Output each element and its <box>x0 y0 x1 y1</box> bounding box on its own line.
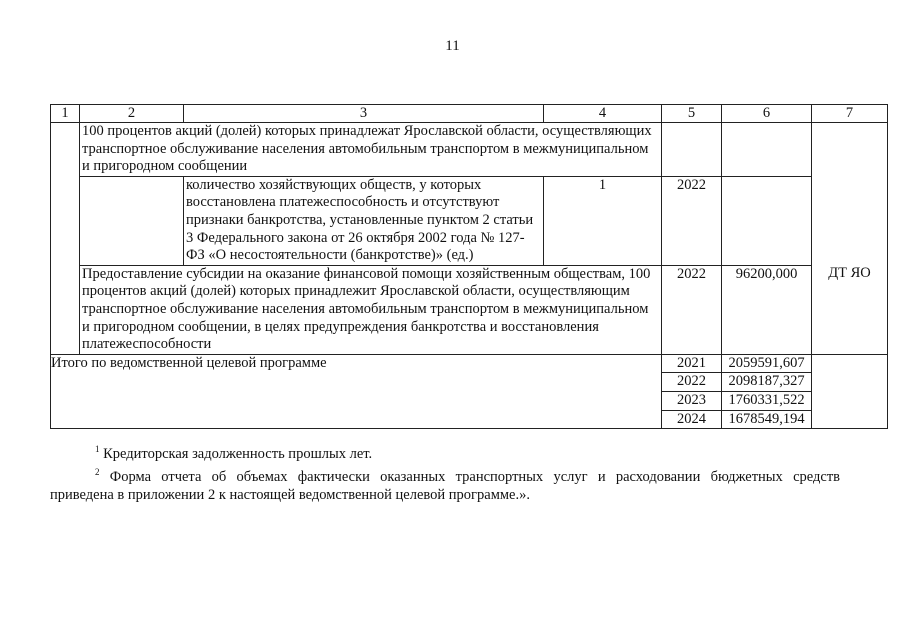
row-c-text: Предоставление субсидии на оказание финансовой помощи хозяйственным обществам, 100 процентов акций (долей) которых принадлежит Ярославской области, осуществляющим транспортное обслуживание населения автомобильным транспортом в межмуниципальном и пригородном сообщении, в целях предупреждения банкротства и восстановления платежеспособности <box>80 265 662 354</box>
footnote-2-mark: 2 <box>95 467 100 477</box>
row-a-text <box>80 123 662 177</box>
total-year: 2024 <box>662 410 722 429</box>
table-cell <box>812 123 888 266</box>
row-b-text: количество хозяйствующих обществ, у которых восстановлена платежеспособность и отсутствуют признаки банкротства, установленные пунктом 2 статьи 3 Федерального закона от 26 октября 2002 года № 127-ФЗ «О несостоятельности (банкротстве)» (ед.) <box>184 176 544 265</box>
row-b-year: 2022 <box>662 176 722 265</box>
header-cell: 1 <box>51 105 80 123</box>
header-cell: 2 <box>80 105 184 123</box>
table-row <box>51 265 888 354</box>
program-table <box>50 104 888 429</box>
table-cell <box>722 123 812 177</box>
footnote-1 <box>50 440 840 463</box>
row-b-col4: 1 <box>544 176 662 265</box>
row-c-amount: 96200,000 <box>722 265 812 354</box>
row-c-executor: ДТ ЯО <box>812 265 888 354</box>
total-amount: 2059591,607 <box>722 354 812 373</box>
header-cell: 3 <box>184 105 544 123</box>
table-cell <box>80 176 184 265</box>
total-year: 2022 <box>662 373 722 392</box>
footnote-1-text: Кредиторская задолженность прошлых лет. <box>103 446 373 462</box>
footnote-2 <box>50 463 840 486</box>
header-cell: 5 <box>662 105 722 123</box>
footnote-2-text-line2: приведена в приложении 2 к настоящей ведомственной целевой программе.». <box>50 487 530 503</box>
total-amount: 1760331,522 <box>722 391 812 410</box>
table-row <box>51 123 888 177</box>
header-cell: 4 <box>544 105 662 123</box>
footnotes <box>50 440 840 504</box>
row-a-text-content: 100 процентов акций (долей) которых принадлежат Ярославской области, осуществляющих транспортное обслуживание населения автомобильным транспортом в межмуниципальном и пригородном сообщении <box>82 123 652 175</box>
table-cell <box>662 123 722 177</box>
table-cell <box>812 354 888 428</box>
total-amount: 2098187,327 <box>722 373 812 392</box>
footnote-2-continuation <box>50 486 840 504</box>
total-row <box>51 354 888 373</box>
table-cell <box>722 176 812 265</box>
page-number: 11 <box>445 38 460 54</box>
table-cell <box>51 123 80 266</box>
header-cell: 7 <box>812 105 888 123</box>
total-label: Итого по ведомственной целевой программе <box>51 354 662 428</box>
table-header-row <box>51 105 888 123</box>
total-year: 2021 <box>662 354 722 373</box>
total-year: 2023 <box>662 391 722 410</box>
header-cell: 6 <box>722 105 812 123</box>
footnote-1-mark: 1 <box>95 444 100 454</box>
row-c-year: 2022 <box>662 265 722 354</box>
table-cell <box>51 265 80 354</box>
footnote-2-text-line1: Форма отчета об объемах фактически оказанных транспортных услуг и расходовании бюджетных средств <box>109 469 841 485</box>
total-amount: 1678549,194 <box>722 410 812 429</box>
table-row <box>51 176 888 265</box>
